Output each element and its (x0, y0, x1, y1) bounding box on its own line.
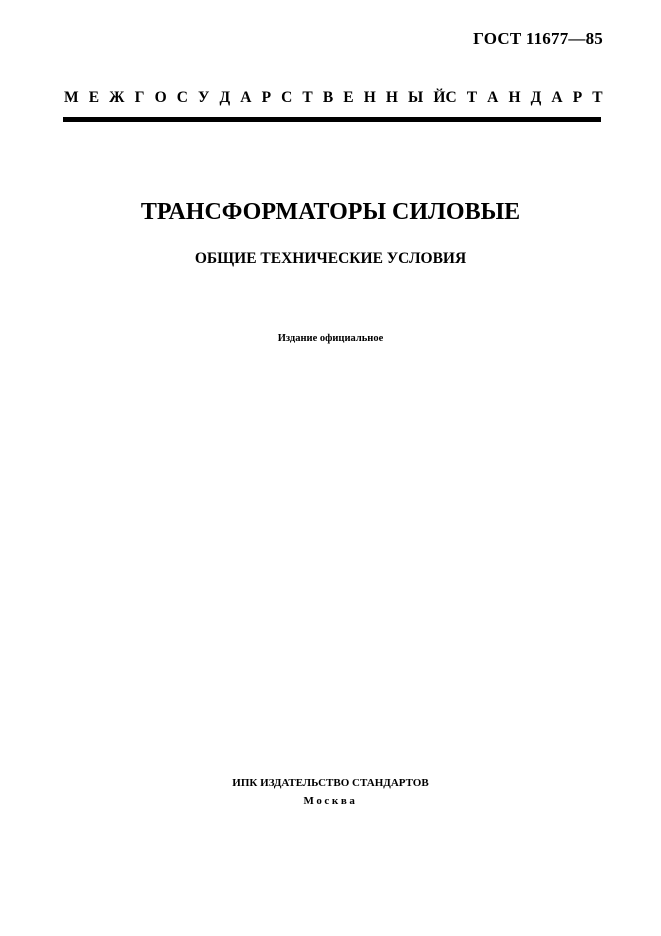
banner-letter: А (240, 89, 252, 106)
banner-letter: Н (363, 89, 376, 106)
document-subtitle: ОБЩИЕ ТЕХНИЧЕСКИЕ УСЛОВИЯ (194, 250, 467, 267)
banner-word-interstate (64, 89, 445, 107)
banner-letter: В (322, 89, 334, 106)
banner-letter: С (445, 89, 457, 106)
banner-letter: Ы (408, 89, 424, 106)
standard-number: ГОСТ 11677—85 (473, 29, 603, 48)
banner-letter: Н (385, 89, 398, 106)
banner-letter: Д (219, 89, 231, 106)
banner-letter: Г (134, 89, 145, 106)
banner-letter: А (551, 89, 563, 106)
banner-letter: А (487, 89, 499, 106)
banner-letter: Р (261, 89, 272, 106)
banner-letter: Е (88, 89, 100, 106)
banner-letter: Д (530, 89, 542, 106)
banner-letter: С (281, 89, 293, 106)
banner-word-standard (445, 89, 602, 107)
banner-letter: Т (466, 89, 478, 106)
banner-letter: М (64, 89, 79, 106)
document-title: ТРАНСФОРМАТОРЫ СИЛОВЫЕ (140, 199, 521, 225)
banner-letter: У (198, 89, 210, 106)
banner-letter: С (176, 89, 188, 106)
banner-letter: Ж (109, 89, 125, 106)
banner-letter: Т (592, 89, 603, 106)
banner-letter: Т (302, 89, 313, 106)
publisher-name: ИПК ИЗДАТЕЛЬСТВО СТАНДАРТОВ (232, 777, 429, 789)
banner-letter: Р (572, 89, 583, 106)
banner-letter: Й (433, 89, 446, 106)
edition-note: Издание официальное (277, 333, 384, 344)
header-divider (63, 117, 601, 122)
publisher-city: Москва (303, 795, 358, 807)
banner-letter: Е (343, 89, 354, 106)
banner-letter: Н (508, 89, 521, 106)
banner-letter: О (154, 89, 167, 106)
interstate-standard-banner (64, 89, 603, 107)
